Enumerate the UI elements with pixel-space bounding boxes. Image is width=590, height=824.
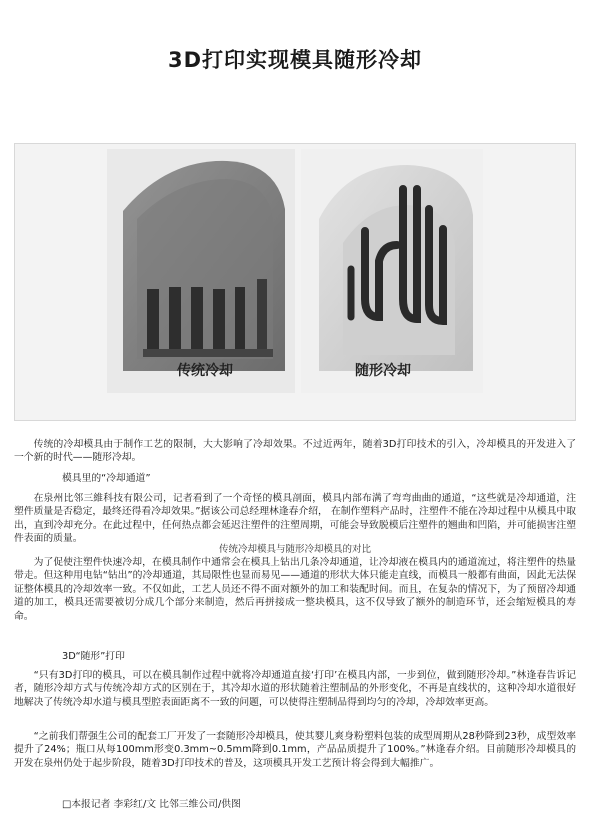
article-title: 3D打印实现模具随形冷却 (167, 48, 423, 72)
paragraph-cooling-channels-1: 在泉州比邻三維科技有限公司，记者看到了一个奇怪的模具剖面，模具内部布满了弯弯曲曲的通道，“这些就是冷却通道，注塑件质量是否稳定，最终还得看冷却效果。”据该公司总经理林逢春介绍， 在制作塑料产品时，注塑件不能在冷却过程中从模具中取出，直到冷却充分。在此过程中，任何热点都会延迟注塑件的注塑周期，可能会导致脱模后注塑件的翘曲和凹陷，并可能损害注塑件表面的质量。 (14, 493, 576, 545)
conformal-cooling-label: 随形冷却 (355, 363, 411, 379)
paragraph-intro: 传统的冷却模具由于制作工艺的限制，大大影响了冷却效果。不过近两年，随着3D打印技术的引入，冷却模具的开发进入了一个新的时代——随形冷却。 (14, 439, 576, 464)
conformal-mold-graphic (301, 149, 483, 393)
author-credit: □本报记者 李彩红/文 比邻三维公司/供图 (62, 799, 241, 810)
section-heading-cooling-channels: 模具里的“冷却通道” (62, 473, 151, 484)
paragraph-3d-printing-2: “之前我们帮强生公司的配套工厂开发了一套随形冷却模具，使其婴儿爽身粉塑料包装的成型周期从28秒降到23秒，成型效率提升了24%；瓶口从每100mm形变0.3mm~0.5mm降到0.1mm，产品品质提升了100%。”林逢春介绍。目前随形冷却模具的开发在泉州仍处于起步阶段，随着3D打印技术的普及，这项模具开发工艺预计将会得到大幅推广。 (14, 731, 576, 769)
traditional-mold-graphic (107, 149, 295, 393)
figure-caption: 传统冷却模具与随形冷却模具的对比 (218, 544, 371, 555)
mold-comparison-image (107, 149, 483, 539)
paragraph-cooling-channels-2: 为了促使注塑件快速冷却，在模具制作中通常会在模具上钻出几条冷却通道，让冷却液在模具内的通道流过，将注塑件的热量带走。但这种用电钻“钻出”的冷却通道，其局限性也显而易见——通道的形状大体只能走直线，而模具一般都有曲面，因此无法保证整体模具的冷却效率一致。不仅如此，工艺人员还不得不面对额外的加工和装配时间。而且，在复杂的情况下，为了预留冷却通道的加工，模具还需要被切分成几个部分来制造，然后再拼接成一整块模具，这不仅导致了额外的制造环节，还会缩短模具的寿命。 (14, 557, 576, 622)
traditional-cooling-label: 传统冷却 (177, 363, 233, 379)
section-heading-3d-printing: 3D“随形”打印 (62, 651, 125, 662)
paragraph-3d-printing-1: “只有3D打印的模具，可以在模具制作过程中就将冷却通道直接‘打印’在模具内部，一步到位，做到随形冷却。”林逢春告诉记者，随形冷却方式与传统冷却方式的区别在于，其冷却水道的形状随着注塑制品的外形变化，不再是直线状的，这种冷却水道很好地解决了传统冷却水道与模具型腔表面距离不一致的问题，可以使得注塑制品得到均匀的冷却，冷却效率更高。 (14, 670, 576, 708)
